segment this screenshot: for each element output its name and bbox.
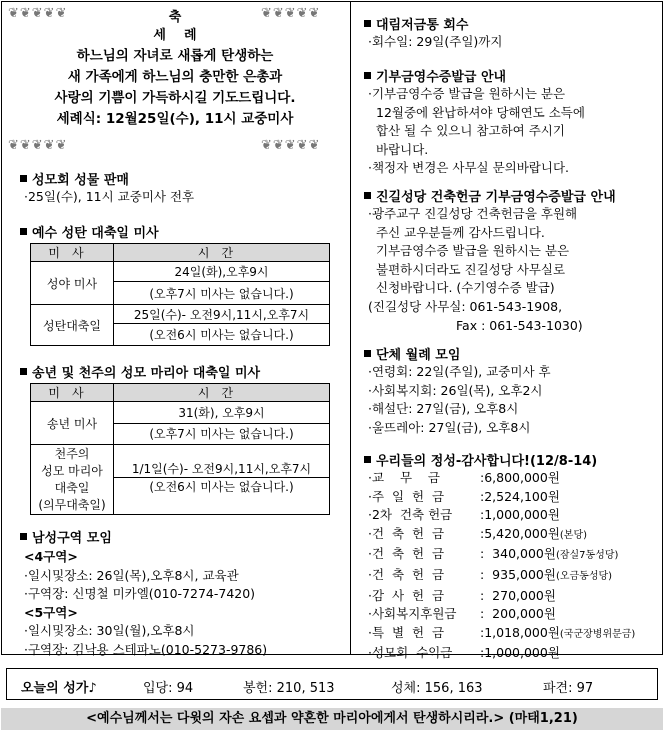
text-line: ·광주교구 진길성당 건축헌금을 후원해 (368, 206, 578, 221)
mass-note: (오후7시 미사는 없습니다.) (114, 423, 330, 445)
jingil-text (368, 205, 616, 335)
section-title (20, 169, 194, 188)
offering-label: ·건 축 헌 금 (368, 525, 445, 541)
greeting-line-b: 세 례 (153, 28, 197, 43)
greeting-line: 사랑의 기쁨이 가득하시길 기도드립니다. (54, 90, 296, 106)
offering-label: ·감 사 헌 금 (368, 587, 445, 603)
section-title-text: 진길성당 건축헌금 기부금영수증발급 안내 (376, 190, 616, 205)
offering-amount: : 200,000원 (480, 606, 556, 622)
office-phone: (진길성당 사무실: 061-543-1908, (368, 298, 563, 314)
table-header: 시간 (114, 244, 330, 262)
section-title (364, 186, 616, 205)
greeting-line: 하느님의 자녀로 새롭게 탄생하는 (76, 48, 274, 64)
mass-name-line: 성모 마리아 (41, 463, 103, 478)
offering-note: (오금동성당) (555, 570, 613, 582)
loan-line: ·회수일: 29일(주일)까지 (368, 34, 503, 49)
hymn-communion: 성체: 156, 163 (391, 681, 483, 696)
mass-name-line: 대축일 (54, 480, 90, 495)
hymn-recession: 파견: 97 (543, 681, 594, 696)
text-line: 합산 될 수 있으니 참고하여 주시기 (376, 123, 565, 139)
section-title (20, 222, 159, 241)
offering-row (368, 624, 635, 645)
table-header: 미사 (31, 384, 114, 402)
scripture-quote: <예수님께서는 다윗의 자손 요셉과 약혼한 마리아에게서 탄생하시리라.> (마태1,21) (1, 708, 663, 730)
mass-note: (오전6시 미사는 없습니다.) (114, 324, 330, 346)
section-title-text: 남성구역 모임 (32, 531, 112, 546)
offering-note: (국군장병위문금) (559, 628, 636, 640)
section-title (364, 66, 585, 85)
list-item: ·울뜨레아: 27일(금), 오후8시 (368, 419, 531, 435)
offering-amount: :5,420,000원 (480, 525, 560, 541)
mass-time: 24일(화),오후9시 (114, 262, 330, 282)
bullet-icon (364, 72, 371, 79)
bullet-icon (20, 175, 27, 182)
offering-amount: : 935,000원 (480, 566, 556, 582)
offering-label: ·건 축 헌 금 (368, 566, 445, 582)
column-divider (350, 1, 351, 655)
ornament-icon: ❦❦❦❦❦ (261, 138, 321, 153)
offering-note: (잠실7동성당) (555, 550, 619, 562)
district-label: <4구역> (24, 549, 78, 564)
section-title-text: 예수 성탄 대축일 미사 (32, 226, 159, 241)
text-line: ·책정자 변경은 사무실 문의바랍니다. (368, 160, 569, 176)
holy-goods-line: ·25일(수), 11시 교중미사 전후 (24, 189, 195, 204)
section-title-text: 대림저금통 회수 (376, 18, 469, 33)
offering-label: ·2차 건축 헌금 (368, 507, 453, 523)
donation-receipt-section (364, 66, 585, 178)
list-item: ·해설단: 27일(금), 오후8시 (368, 401, 519, 417)
offering-amount: :6,800,000원 (480, 470, 560, 485)
bullet-icon (20, 228, 27, 235)
offering-row (368, 644, 635, 663)
section-title (20, 527, 267, 546)
text-line: 12월중에 완납하셔야 당해연도 소득에 (376, 104, 585, 120)
jingil-section (364, 186, 616, 335)
offering-row (368, 488, 635, 507)
section-title (20, 362, 260, 381)
offering-label: ·사회복지후원금 (368, 606, 457, 622)
ornament-icon: ❦❦❦❦❦ (261, 6, 321, 21)
section-title-text: 기부금영수증발급 안내 (376, 70, 507, 85)
hymn-label: 오늘의 성가♪ (21, 681, 97, 696)
bullet-icon (364, 192, 371, 199)
offering-row (368, 469, 635, 488)
list-item: ·사회복지회: 26일(목), 오후2시 (368, 382, 543, 398)
offering-amount: :1,000,000원 (480, 507, 560, 523)
table-header: 시간 (114, 384, 330, 402)
offering-row (368, 506, 635, 525)
mass-time: 1/1일(수)- 오전9시,11시,오후7시 (114, 445, 330, 478)
holy-goods-section (20, 169, 194, 207)
offering-row (368, 545, 635, 566)
bullet-icon (20, 533, 27, 540)
hymn-entrance: 입당: 94 (143, 681, 194, 696)
offering-row (368, 587, 635, 606)
section-title-text: 성모회 성물 판매 (32, 173, 129, 188)
hymn-offertory: 봉헌: 210, 513 (243, 681, 335, 696)
baptism-schedule: 세례식: 12월25일(수), 11시 교중미사 (56, 111, 294, 127)
district-label: <5구역> (24, 604, 78, 620)
offering-note: (본당) (559, 529, 588, 541)
mass-name-line: (의무대축일) (38, 497, 106, 512)
hymn-bar (6, 668, 658, 700)
offering-list (368, 469, 635, 663)
offering-amount: : 270,000원 (480, 587, 556, 603)
groups-list (368, 363, 551, 437)
ornament-icon: ❦❦❦❦❦ (8, 138, 68, 153)
mass-name: 송년 미사 (31, 402, 114, 445)
greeting-message (6, 46, 344, 130)
text-line: 기부금영수증 발급을 원하시는 분은 (376, 243, 570, 259)
mass-name: 성탄대축일 (31, 305, 114, 346)
mass-name: 성야 미사 (31, 262, 114, 305)
loan-section (364, 14, 502, 52)
text-line: ·기부금영수증 발급을 원하시는 분은 (368, 86, 566, 101)
offering-row (368, 525, 635, 546)
offering-amount: :1,018,000원 (480, 624, 560, 640)
offering-amount: : 340,000원 (480, 546, 556, 562)
men-district-section (20, 527, 267, 660)
bullet-icon (364, 456, 371, 463)
section-title-text: 송년 및 천주의 성모 마리아 대축일 미사 (32, 366, 261, 381)
offering-section (364, 450, 635, 663)
bullet-icon (364, 20, 371, 27)
text-line: 주신 교우분들께 감사드립니다. (376, 224, 545, 240)
offering-label: ·특 별 헌 금 (368, 624, 445, 640)
district-line: ·구역장: 신명철 미카엘(010-7274-7420) (24, 586, 256, 602)
mass-time: 31(화), 오후9시 (114, 402, 330, 424)
text-line: 바랍니다. (376, 141, 429, 157)
district-line: ·구역장: 김낙용 스테파노(010-5273-9786) (24, 641, 268, 657)
district-line: ·일시및장소: 30일(월),오후8시 (24, 623, 195, 639)
offering-label: ·건 축 헌 금 (368, 546, 445, 562)
bullet-icon (20, 368, 27, 375)
offering-row (368, 566, 635, 587)
section-title-text: 단체 월례 모임 (376, 348, 461, 363)
offering-amount: :2,524,100원 (480, 488, 560, 504)
offering-row (368, 605, 635, 624)
mass-note: (오후7시 미사는 없습니다.) (114, 282, 330, 305)
offering-label: ·주 일 헌 금 (368, 488, 445, 504)
section-title (364, 344, 551, 363)
table-header: 미사 (31, 244, 114, 262)
newyear-mass-table (30, 383, 330, 515)
mass-name-line: 천주의 (54, 446, 90, 461)
section-title (364, 450, 635, 469)
greeting-line: 새 가족에게 하느님의 충만한 은총과 (67, 69, 283, 85)
greeting-line-a: 축 (168, 10, 182, 25)
district-line: ·일시및장소: 26일(목),오후8시, 교육관 (24, 567, 239, 583)
section-title-text: 우리들의 정성-감사합니다!(12/8-14) (376, 454, 598, 469)
mass-name (31, 445, 114, 515)
christmas-mass-table (30, 243, 330, 346)
donation-receipt-text (368, 85, 585, 178)
office-fax: Fax : 061-543-1030) (456, 317, 583, 333)
section-title (364, 14, 502, 33)
offering-amount: :1,000,000원 (480, 645, 560, 661)
list-item: ·연령회: 22일(주일), 교중미사 후 (368, 364, 551, 379)
offering-label: ·성모회 수익금 (368, 645, 453, 661)
text-line: 불편하시더라도 진길성당 사무실로 (376, 261, 566, 277)
ornament-icon: ❦❦❦❦❦ (8, 6, 68, 21)
men-district-list (24, 548, 267, 660)
groups-section (364, 344, 551, 437)
mass-note: (오전6시 미사는 없습니다.) (114, 478, 330, 515)
bullet-icon (364, 350, 371, 357)
offering-label: ·교 무 금 (368, 470, 440, 485)
text-line: 신청바랍니다. (수기영수증 발급) (376, 280, 555, 296)
mass-time: 25일(수)- 오전9시,11시,오후7시 (114, 305, 330, 324)
